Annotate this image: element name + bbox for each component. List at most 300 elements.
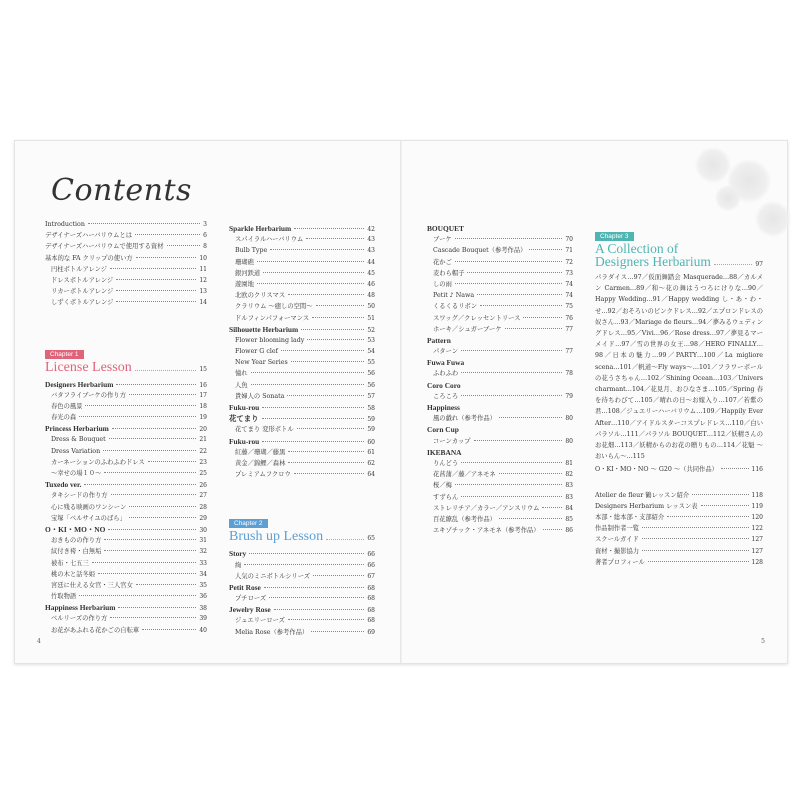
toc-entry-page: 67 xyxy=(367,572,375,580)
toc-entry[interactable] xyxy=(595,501,763,512)
toc-entry-page: 36 xyxy=(199,593,207,601)
toc-entry[interactable] xyxy=(595,534,763,545)
toc-entry-title: 人魚 xyxy=(235,381,248,389)
toc-section-heading[interactable] xyxy=(229,413,375,424)
toc-entry[interactable] xyxy=(229,469,375,480)
toc-entry-page: 68 xyxy=(367,584,375,592)
toc-entry-title: ストレリチア／カラー／アンスリウム xyxy=(433,504,540,512)
toc-entry-page: 70 xyxy=(565,236,573,244)
toc-column-3 xyxy=(427,223,573,536)
toc-entry-title: Fuku-rou xyxy=(229,403,260,412)
toc-entry[interactable] xyxy=(595,512,763,523)
toc-entry-page: 68 xyxy=(367,617,375,625)
toc-entry-page: 119 xyxy=(751,502,763,510)
chapter-2-heading[interactable] xyxy=(229,510,375,545)
toc-entry[interactable] xyxy=(45,264,207,275)
leader-dots xyxy=(111,494,197,495)
toc-entry[interactable] xyxy=(45,468,207,479)
leader-dots xyxy=(136,257,197,258)
toc-entry-page: 59 xyxy=(367,426,375,434)
leader-dots xyxy=(467,272,562,273)
toc-entry-page: 84 xyxy=(565,504,573,512)
toc-entry-title: 花菖蒲／藤／アネモネ xyxy=(433,471,496,479)
toc-entry-title: New Year Series xyxy=(235,359,288,367)
toc-entry-page: 78 xyxy=(565,370,573,378)
toc-entry-title: Designers Herbarium xyxy=(45,379,114,389)
toc-entry-page: 60 xyxy=(367,438,375,446)
toc-entry-page: 122 xyxy=(751,525,763,533)
toc-entry[interactable] xyxy=(45,457,207,468)
book-spread xyxy=(14,140,788,664)
toc-entry-title: 基本的な FA クリップの使い方 xyxy=(45,254,133,262)
leader-dots xyxy=(326,539,364,540)
leader-dots xyxy=(461,395,562,396)
leader-dots xyxy=(281,350,364,351)
toc-entry-title: プレミアムフクロウ xyxy=(235,471,291,479)
leader-dots xyxy=(92,562,197,563)
toc-entry-page: 66 xyxy=(367,561,375,569)
leader-dots xyxy=(112,428,197,429)
leader-dots xyxy=(129,394,196,395)
toc-entry[interactable] xyxy=(229,458,375,469)
toc-entry-page: 13 xyxy=(199,288,207,296)
toc-entry-title: Happiness Herbarium xyxy=(45,603,116,613)
leader-dots xyxy=(480,305,562,306)
toc-entry-title: 資材・撮影協力 xyxy=(595,547,640,555)
toc-entry[interactable] xyxy=(229,346,375,357)
toc-section-heading[interactable] xyxy=(229,223,375,234)
toc-entry[interactable] xyxy=(45,390,207,401)
toc-entry-title: 百花繚乱（参考作品） xyxy=(433,515,496,523)
toc-entry[interactable] xyxy=(427,245,573,256)
leader-dots xyxy=(667,516,748,517)
toc-entry[interactable] xyxy=(427,268,573,279)
leader-dots xyxy=(251,372,365,373)
toc-entry-title: 絢 xyxy=(235,561,242,569)
leader-dots xyxy=(455,484,562,485)
leader-dots xyxy=(642,538,749,539)
chapter-title-line-1: A Collection of xyxy=(595,241,679,256)
leader-dots xyxy=(257,283,364,284)
leader-dots xyxy=(499,473,563,474)
toc-entry-title: 心に残る映画のワンシーン xyxy=(51,503,127,511)
toc-entry-page: 83 xyxy=(565,493,573,501)
toc-entry[interactable] xyxy=(427,458,573,469)
floral-decoration xyxy=(695,147,731,183)
toc-entry[interactable] xyxy=(229,234,375,245)
toc-entry-page: 58 xyxy=(367,405,375,412)
toc-entry[interactable] xyxy=(45,502,207,513)
leader-dots xyxy=(116,384,196,385)
leader-dots xyxy=(642,550,748,551)
toc-entry-title: リカーボトルアレンジ xyxy=(51,288,114,296)
toc-section-heading[interactable] xyxy=(427,335,573,346)
toc-entry[interactable] xyxy=(595,523,763,534)
book-gutter xyxy=(400,141,402,663)
leader-dots xyxy=(721,468,749,469)
toc-section-heading[interactable] xyxy=(427,447,573,458)
toc-entry-page: 42 xyxy=(367,226,375,233)
toc-entry[interactable] xyxy=(595,464,763,475)
toc-entry[interactable] xyxy=(427,514,573,525)
toc-entry[interactable] xyxy=(45,513,207,524)
toc-entry-title: おきものの作り方 xyxy=(51,537,102,545)
toc-entry[interactable] xyxy=(427,257,573,268)
toc-entry-page: 54 xyxy=(367,348,375,356)
toc-entry[interactable] xyxy=(229,301,375,312)
leader-dots xyxy=(461,372,562,373)
toc-entry-page: 26 xyxy=(199,482,207,490)
toc-column-2 xyxy=(229,223,375,638)
leader-dots xyxy=(701,505,749,506)
toc-entry-title: プチローズ xyxy=(235,595,267,603)
toc-entry-page: 14 xyxy=(199,299,207,307)
toc-entry-title: カーネーションのふわふわドレス xyxy=(51,458,145,466)
toc-section-heading[interactable] xyxy=(427,402,573,413)
toc-entry-page: 29 xyxy=(199,514,207,522)
toc-entry-title: 人気のミニボトルシリーズ xyxy=(235,572,311,580)
toc-entry[interactable] xyxy=(427,480,573,491)
toc-entry-page: 79 xyxy=(565,392,573,400)
leader-dots xyxy=(313,575,364,576)
leader-dots xyxy=(270,249,364,250)
toc-entry-title: パターン xyxy=(433,348,459,356)
leader-dots xyxy=(461,350,562,351)
chapter-3-heading[interactable] xyxy=(595,223,763,268)
leader-dots xyxy=(542,507,562,508)
toc-section-heading[interactable] xyxy=(229,548,375,559)
toc-entry-page: 72 xyxy=(565,258,573,266)
toc-entry-title: 桜／梅 xyxy=(433,482,452,490)
leader-dots xyxy=(477,294,562,295)
chapter-1-heading[interactable] xyxy=(45,341,207,376)
toc-entry[interactable] xyxy=(229,627,375,638)
toc-entry[interactable] xyxy=(45,546,207,557)
toc-entry[interactable] xyxy=(45,286,207,297)
toc-entry[interactable] xyxy=(45,625,207,636)
toc-entry-title: デザイナーズハーバリウムとは xyxy=(45,232,133,240)
toc-entry-title: Jewelry Rose xyxy=(229,605,271,615)
toc-entry-title: 憧れ xyxy=(235,370,248,378)
toc-entry[interactable] xyxy=(427,346,573,357)
leader-dots xyxy=(104,472,196,473)
leader-dots xyxy=(474,440,563,441)
toc-entry[interactable] xyxy=(427,324,573,335)
toc-entry-title: ベルリーズの作り方 xyxy=(51,615,108,623)
toc-entry-page: 128 xyxy=(751,558,763,566)
toc-entry-page: 59 xyxy=(367,416,375,424)
toc-entry[interactable] xyxy=(427,313,573,324)
toc-entry[interactable] xyxy=(45,490,207,501)
chapter-page: 97 xyxy=(755,261,763,268)
toc-entry-title: 竹取物語 xyxy=(51,593,77,601)
toc-entry[interactable] xyxy=(229,447,375,458)
toc-list xyxy=(45,219,207,309)
toc-entry-page: 51 xyxy=(367,314,375,322)
toc-entry-title: Sparkle Herbarium xyxy=(229,224,292,233)
toc-entry[interactable] xyxy=(427,290,573,301)
toc-entry-page: 38 xyxy=(199,605,207,613)
leader-dots xyxy=(692,494,748,495)
chapter-label: Chapter 1 xyxy=(45,350,84,359)
toc-entry[interactable] xyxy=(229,245,375,256)
toc-entry-title: Petit ♪ Nawa xyxy=(433,292,475,300)
toc-entry[interactable] xyxy=(427,525,573,536)
toc-entry[interactable] xyxy=(229,615,375,626)
toc-entry-title: Cascade Bouquet（参考作品） xyxy=(433,247,527,255)
toc-entry-page: 45 xyxy=(367,269,375,277)
toc-entry[interactable] xyxy=(45,569,207,580)
toc-entry[interactable] xyxy=(45,253,207,264)
toc-entry[interactable] xyxy=(45,219,207,230)
toc-entry-title: 被布・七五三 xyxy=(51,559,89,567)
toc-entry[interactable] xyxy=(427,469,573,480)
toc-entry-title: 作品制作者一覧 xyxy=(595,525,640,533)
toc-entry-title: 本部・総本部・支部紹介 xyxy=(595,514,665,522)
toc-entry[interactable] xyxy=(229,257,375,268)
toc-entry-title: 北欧のクリスマス xyxy=(235,292,286,300)
toc-entry-title: 黄金／錦鯉／森林 xyxy=(235,459,286,467)
toc-entry-page: 25 xyxy=(199,470,207,477)
toc-entry[interactable] xyxy=(229,368,375,379)
leader-dots xyxy=(263,272,364,273)
toc-entry[interactable] xyxy=(595,546,763,557)
toc-entry-title: Story xyxy=(229,549,247,559)
toc-entry-title: O・KI・MO・NO ～ G20 ～（共同作品） xyxy=(595,466,718,474)
leader-dots xyxy=(529,249,562,250)
toc-entry-title: Silhouette Herbarium xyxy=(229,324,299,334)
toc-entry-title: 麦わら帽子 xyxy=(433,269,465,277)
toc-entry-title: Designers Herbarium レッスン表 xyxy=(595,502,698,510)
toc-entry-title: お花があふれる花かごの自転車 xyxy=(51,626,140,634)
toc-entry-page: 11 xyxy=(199,265,207,273)
toc-entry-title: ～幸せの場１０～ xyxy=(51,470,102,477)
leader-dots xyxy=(461,496,562,497)
toc-entry-title: Flower G clef xyxy=(235,348,278,356)
toc-entry-page: 21 xyxy=(199,436,207,444)
leader-dots xyxy=(714,264,753,265)
leader-dots xyxy=(109,438,197,439)
toc-section-heading[interactable] xyxy=(45,479,207,490)
toc-entry-page: 39 xyxy=(199,615,207,623)
toc-list xyxy=(45,379,207,636)
leader-dots xyxy=(104,539,196,540)
toc-entry[interactable] xyxy=(229,279,375,290)
toc-entry[interactable] xyxy=(229,290,375,301)
toc-entry[interactable] xyxy=(427,368,573,379)
chapter-page: 65 xyxy=(367,535,375,543)
toc-entry-title: コーンカップ xyxy=(433,437,471,445)
toc-entry-page: 66 xyxy=(367,551,375,559)
toc-section-heading[interactable] xyxy=(427,424,573,435)
leader-dots xyxy=(244,564,364,565)
toc-entry[interactable] xyxy=(595,490,763,501)
toc-entry-title: O・KI・MO・NO xyxy=(45,524,106,534)
toc-entry[interactable] xyxy=(229,313,375,324)
leader-dots xyxy=(110,268,196,269)
toc-entry-page: 76 xyxy=(565,314,573,322)
toc-entry-title: 花てまり 変形ボトル xyxy=(235,426,294,434)
toc-list xyxy=(595,464,763,475)
toc-entry-title: スクールガイド xyxy=(595,536,639,544)
toc-entry-title: Pattern xyxy=(427,335,451,345)
toc-entry-page: 120 xyxy=(751,514,763,522)
toc-entry-title: BOUQUET xyxy=(427,224,464,233)
toc-entry[interactable] xyxy=(45,241,207,252)
toc-entry-title: Fuwa Fuwa xyxy=(427,358,465,368)
leader-dots xyxy=(294,228,364,229)
toc-entry-title: すずらん xyxy=(433,493,459,501)
toc-entry-page: 30 xyxy=(199,526,207,534)
toc-entry[interactable] xyxy=(45,401,207,412)
toc-entry-title: Petit Rose xyxy=(229,582,261,592)
leader-dots xyxy=(288,619,364,620)
toc-entry-title: ふわふわ xyxy=(433,370,459,378)
leader-dots xyxy=(505,328,563,329)
leader-dots xyxy=(262,407,364,408)
leader-dots xyxy=(523,317,562,318)
toc-entry-page: 64 xyxy=(367,471,375,479)
leader-dots xyxy=(543,529,563,530)
toc-entry[interactable] xyxy=(45,412,207,423)
toc-entry[interactable] xyxy=(45,230,207,241)
leader-dots xyxy=(129,506,196,507)
toc-entry-page: 43 xyxy=(367,247,375,255)
toc-entry[interactable] xyxy=(427,413,573,424)
toc-entry-title: 銀河鉄道 xyxy=(235,269,261,277)
leader-dots xyxy=(110,617,196,618)
leader-dots xyxy=(136,584,197,585)
leader-dots xyxy=(135,370,197,371)
chapter-title: Brush up Lesson xyxy=(229,529,324,545)
leader-dots xyxy=(167,245,201,246)
toc-entry[interactable] xyxy=(45,558,207,569)
toc-entry-title: 花てまり xyxy=(229,414,259,424)
toc-entry[interactable] xyxy=(229,268,375,279)
toc-entry-page: 80 xyxy=(565,437,573,445)
toc-entry[interactable] xyxy=(595,557,763,568)
toc-entry[interactable] xyxy=(427,436,573,447)
toc-entry-page: 71 xyxy=(565,247,573,255)
toc-entry[interactable] xyxy=(427,492,573,503)
toc-entry[interactable] xyxy=(229,571,375,582)
toc-entry[interactable] xyxy=(45,434,207,445)
toc-section-heading[interactable] xyxy=(229,436,375,447)
toc-entry[interactable] xyxy=(229,357,375,368)
toc-entry-title: Dress & Bouquet xyxy=(51,436,106,444)
toc-entry-page: 31 xyxy=(199,537,207,545)
leader-dots xyxy=(287,395,364,396)
toc-entry[interactable] xyxy=(427,234,573,245)
toc-entry[interactable] xyxy=(45,275,207,286)
toc-entry-page: 69 xyxy=(367,628,375,636)
floral-decoration xyxy=(715,185,741,211)
toc-entry-title: Fuku-rou xyxy=(229,436,260,446)
toc-section-heading[interactable] xyxy=(45,379,207,390)
toc-entry[interactable] xyxy=(45,297,207,308)
toc-section-heading[interactable] xyxy=(45,524,207,535)
toc-section-heading[interactable] xyxy=(229,324,375,335)
toc-entry-title: 珊瑚礁 xyxy=(235,258,254,266)
leader-dots xyxy=(257,261,364,262)
toc-entry[interactable] xyxy=(229,593,375,604)
toc-section-heading[interactable] xyxy=(45,602,207,613)
toc-entry-title: Coro Coro xyxy=(427,380,461,390)
leader-dots xyxy=(108,529,196,530)
toc-entry-page: 86 xyxy=(565,527,573,535)
toc-entry-title: バタフライブーケの作り方 xyxy=(51,391,126,399)
toc-entry-title: Bulb Type xyxy=(235,247,268,255)
toc-entry[interactable] xyxy=(427,503,573,514)
toc-entry-title: Introduction xyxy=(45,221,85,228)
toc-entry-title: 円柱ボトルアレンジ xyxy=(51,265,108,273)
toc-entry-title: 桃の木と話冬姫 xyxy=(51,570,96,578)
toc-entry-title: Tuxedo ver. xyxy=(45,480,82,490)
leader-dots xyxy=(499,518,562,519)
toc-entry-page: 32 xyxy=(199,548,207,556)
toc-entry-title: Melia Rose（参考作品） xyxy=(235,628,309,636)
toc-entry-title: 宝塚「ベルサイユのばら」 xyxy=(51,514,126,522)
leader-dots xyxy=(116,290,196,291)
toc-list xyxy=(229,548,375,638)
leader-dots xyxy=(116,301,196,302)
toc-section-heading[interactable] xyxy=(427,357,573,368)
toc-entry[interactable] xyxy=(427,279,573,290)
toc-entry-title: ドレスボトルアレンジ xyxy=(51,276,114,284)
toc-section-heading[interactable] xyxy=(229,582,375,593)
toc-entry-page: 82 xyxy=(565,471,573,479)
toc-entry-page: 34 xyxy=(199,570,207,578)
leader-dots xyxy=(455,261,562,262)
toc-entry[interactable] xyxy=(45,613,207,624)
toc-section-heading[interactable] xyxy=(45,423,207,434)
toc-list xyxy=(427,223,573,536)
leader-dots xyxy=(262,441,364,442)
toc-entry[interactable] xyxy=(427,391,573,402)
toc-entry-page: 8 xyxy=(203,243,207,251)
toc-section-heading[interactable] xyxy=(229,604,375,615)
toc-entry-title: ドルフィンパフォーマンス xyxy=(235,314,310,322)
toc-section-heading[interactable] xyxy=(427,223,573,234)
toc-entry-page: 20 xyxy=(199,426,207,434)
toc-entry[interactable] xyxy=(229,560,375,571)
toc-entry-title: 春色の風景 xyxy=(51,402,83,410)
toc-entry[interactable] xyxy=(45,446,207,457)
toc-entry-page: 23 xyxy=(199,458,207,466)
toc-column-4 xyxy=(595,223,763,568)
toc-entry-page: 74 xyxy=(565,292,573,300)
toc-entry[interactable] xyxy=(229,391,375,402)
toc-entry-title: スパイラルハーバリウム xyxy=(235,236,304,244)
toc-entry[interactable] xyxy=(229,380,375,391)
toc-entry-page: 75 xyxy=(565,303,573,311)
toc-entry-title: タキシードの作り方 xyxy=(51,492,108,500)
toc-entry-page: 77 xyxy=(565,348,573,356)
toc-entry[interactable] xyxy=(229,424,375,435)
toc-section-heading[interactable] xyxy=(427,380,573,391)
toc-entry-page: 62 xyxy=(367,459,375,467)
toc-entry[interactable] xyxy=(45,591,207,602)
toc-section-heading[interactable] xyxy=(229,402,375,413)
toc-entry[interactable] xyxy=(427,301,573,312)
toc-entry[interactable] xyxy=(45,580,207,591)
leader-dots xyxy=(118,607,196,608)
toc-entry-page: 18 xyxy=(199,402,207,410)
toc-entry[interactable] xyxy=(229,335,375,346)
toc-entry[interactable] xyxy=(45,535,207,546)
leader-dots xyxy=(135,234,200,235)
toc-entry-title: Atelier de fleur 鶴レッスン紹介 xyxy=(595,491,690,499)
